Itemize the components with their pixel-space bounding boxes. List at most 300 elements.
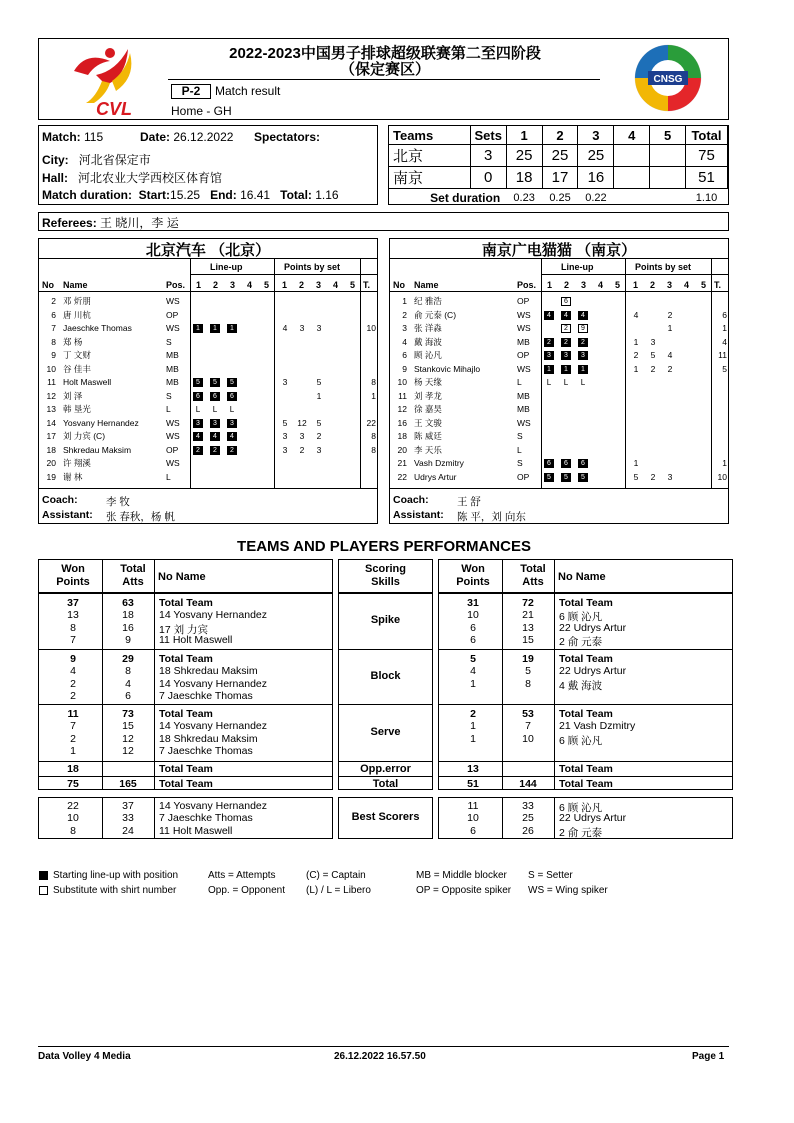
duration-line [42,188,339,202]
player-name: 刘 泽 [63,390,83,401]
perf-row-rule [338,649,433,650]
best-scorers-label: Best Scorers [351,811,420,823]
player-set-points [646,444,660,457]
player-entry: Total Team [159,653,213,665]
player-entry: 18 Shkredau Maksim [159,732,258,745]
perf-row-rule [438,761,733,762]
player-set-points [346,336,360,349]
perf-row-rule [338,776,433,777]
lineup-set-header: 5 [615,280,621,290]
lineup-start-square: 3 [193,419,203,428]
player-total-points [711,376,727,389]
player-set-points [663,336,677,349]
player-lineup [544,363,595,376]
player-set-points: 3 [316,444,322,455]
player-entry: 2 俞 元泰 [559,826,603,839]
player-set-points [346,309,360,322]
player-total-points [360,349,376,362]
atts-value: 7 [525,720,531,733]
lineup-sub-square: 9 [578,324,588,333]
player-entry: 22 Udrys Artur [559,621,627,634]
player-number: 11 [398,390,407,401]
player-set-points [680,444,694,457]
atts-value: 37 [122,800,134,812]
player-set-points [680,430,694,443]
lineup-start-square: 4 [561,311,571,320]
player-entry: 11 Holt Maswell [159,634,233,647]
won-value: 11 [67,708,79,720]
player-name: Holt Maswell [63,377,112,387]
player-total-points: 10 [717,471,727,482]
match-number: 115 [84,130,104,144]
title-underline [168,79,600,80]
player-entry: Total Team [559,653,613,665]
player-set-points [697,417,711,430]
player-set-points [278,403,292,416]
player-set-points [346,295,360,308]
player-set-points [295,363,309,376]
player-set-points: 1 [667,323,673,333]
atts-header: Total [120,563,146,575]
player-set-points [329,295,343,308]
player-position: S [166,390,172,401]
lineup-libero: L [546,378,552,387]
city-value: 河北省保定市 [78,153,151,167]
player-number: 2 [402,309,407,320]
lineup-set-header: 3 [581,280,587,290]
atts-value: 33 [522,800,534,812]
won-value: 10 [467,609,479,622]
perf-row-rule [338,761,433,762]
roster-col-rule [190,258,191,488]
player-set-points [646,430,660,443]
player-total-points [360,336,376,349]
player-set-points [312,309,326,322]
player-set-points [329,363,343,376]
player-total-points: 11 [718,350,727,360]
lineup-start-square: 3 [210,419,220,428]
won-header: Won [461,563,485,575]
won-value: 6 [470,824,476,837]
player-name: 唐 川杭 [63,309,91,320]
player-position: WS [517,417,531,428]
player-set-points [680,390,694,403]
city-line [42,151,151,168]
player-name: 纪 雅浩 [414,296,442,306]
referees-line [42,214,179,231]
lineup-start-square: 1 [561,365,571,374]
player-total-points [711,295,727,308]
player-set-points [329,309,343,322]
footer-right: Page 1 [692,1051,725,1062]
match-line [42,130,103,144]
coach-name: 李 牧 [106,496,130,508]
player-set-points [278,363,292,376]
lineup-start-square: 2 [193,446,203,455]
name-header: Name [414,280,439,290]
player-total-points: 5 [722,363,727,374]
sets-table [388,125,728,208]
player-set-points [680,309,694,322]
player-set-points [312,349,326,362]
player-position: WS [166,458,180,468]
player-position: S [517,458,523,468]
player-number: 9 [402,363,407,374]
atts-value: 25 [522,812,534,825]
player-set-points [663,444,677,457]
player-lineup [544,322,595,335]
sets-header-cell: Sets [470,126,506,145]
perf-col-rule [102,559,103,593]
player-set-points: 3 [316,323,322,333]
assistant-label: Assistant: [42,509,93,521]
player-name: 刘 孝龙 [414,390,442,401]
date-label: Date: [140,130,171,144]
sets-cell [650,145,686,167]
player-position: WS [517,363,531,374]
cnsg-logo-text: CNSG [653,74,683,85]
roster-rule [389,488,729,489]
lineup-start-square: 1 [227,324,237,333]
player-number: 9 [51,350,56,360]
legend-item: Atts = Attempts [208,870,276,881]
player-set-points [646,457,660,470]
player-set-points [663,457,677,470]
no-header: No [42,280,54,290]
player-number: 12 [397,404,407,414]
player-lineup [544,471,595,484]
total-header: T. [363,280,371,290]
atts-value: 21 [522,609,534,622]
player-total-points: 6 [722,309,727,320]
lineup-start-square: 5 [193,378,203,387]
player-set-points [680,471,694,484]
player-entry: 14 Yosvany Hernandez [159,720,267,733]
total-label: Total [372,778,399,790]
player-entry: 11 Holt Maswell [159,824,233,837]
lineup-start-square: 2 [561,338,571,347]
lineup-start-square: 6 [210,392,220,401]
player-set-points: 4 [282,323,288,333]
player-number: 13 [46,404,56,414]
legend-item: Opp. = Opponent [208,885,286,896]
player-number: 20 [46,458,56,468]
player-set-points [697,471,711,484]
sets-header-cell: 3 [578,126,614,145]
player-set-points: 5 [282,417,288,428]
player-entry: 14 Yosvany Hernandez [159,609,267,622]
player-set-points [295,457,309,470]
player-entry: 4 戴 海波 [559,679,603,692]
player-lineup [544,336,595,349]
lineup-libero: L [195,405,201,414]
points-set-header: 2 [650,280,656,290]
skills-header: Skills [371,576,400,588]
end-label: End: [210,188,237,202]
skill-label: Serve [370,725,401,738]
player-set-points [646,403,660,416]
lineup-set-header: 1 [547,280,553,290]
player-total-points: 8 [371,377,376,387]
skill-label: Block [370,669,401,682]
player-lineup [193,376,244,389]
player-set-points [646,417,660,430]
player-set-points [346,390,360,403]
player-set-points [680,403,694,416]
player-set-points [329,444,343,457]
points-set-header: 5 [350,280,356,290]
player-set-points: 2 [667,309,673,320]
player-set-points [629,444,643,457]
lineup-start-square: 5 [544,473,554,482]
lineup-start-square: 3 [561,351,571,360]
player-entry: 2 俞 元泰 [559,636,603,649]
perf-row-rule [338,704,433,705]
referees-label: Referees: [42,216,97,230]
won-header: Points [56,576,90,588]
player-total-points [711,403,727,416]
player-number: 2 [51,296,56,306]
player-number: 22 [397,471,407,482]
total-header: T. [714,280,722,290]
player-total-points [360,403,376,416]
won-value: 2 [70,732,76,745]
player-set-points: 2 [650,363,656,374]
footer-left: Data Volley 4 Media [38,1051,131,1062]
coach-label: Coach: [42,494,78,506]
atts-value: 53 [522,708,534,720]
player-name: Jaeschke Thomas [63,323,132,333]
points-set-header: 3 [667,280,673,290]
legend-item: WS = Wing spiker [528,885,608,896]
player-lineup [193,390,244,403]
player-name: 李 天乐 [414,444,442,455]
lineup-start-square: 4 [578,311,588,320]
player-set-points: 3 [299,323,305,333]
player-set-points [346,417,360,430]
perf-row-rule [438,649,733,650]
player-lineup [193,430,244,443]
player-number: 16 [397,417,407,428]
player-set-points [697,403,711,416]
lineup-start-square: 4 [210,432,220,441]
player-set-points [346,471,360,484]
points-set-header: 1 [633,280,639,290]
player-number: 17 [46,431,56,441]
player-name: Udrys Artur [414,471,457,482]
sets-cell: 75 [685,145,727,167]
player-set-points [697,295,711,308]
atts-value: 5 [525,665,531,678]
player-set-points: 3 [282,377,288,387]
set-duration-value [650,189,686,208]
player-position: L [166,471,171,482]
player-set-points [680,322,694,335]
player-number: 1 [402,296,407,306]
won-value: 4 [470,665,476,678]
pos-header: Pos. [517,280,537,290]
sets-cell: 0 [470,167,506,189]
points-header: Points by set [635,262,692,272]
lineup-start-square: 6 [578,459,588,468]
atts-value: 18 [122,609,134,622]
player-set-points [680,363,694,376]
player-entry: Total Team [159,778,213,790]
won-value: 4 [70,665,76,678]
roster-rule [541,274,729,275]
atts-value: 10 [522,732,534,745]
player-set-points: 1 [316,390,322,401]
atts-value: 72 [522,597,534,609]
atts-value: 16 [122,621,134,634]
player-set-points [697,336,711,349]
doc-type: Match result [215,84,281,98]
perf-col-rule [554,559,555,593]
player-set-points [680,376,694,389]
player-set-points [663,403,677,416]
set-duration-value [614,189,650,208]
player-set-points [329,349,343,362]
lineup-start-square: 6 [227,392,237,401]
perf-col-rule [154,797,155,839]
player-lineup [193,417,244,430]
atts-value: 144 [519,778,537,790]
player-entry: 7 Jaeschke Thomas [159,745,253,758]
player-set-points: 3 [282,444,288,455]
player-position: WS [517,309,531,320]
player-lineup [193,444,244,457]
player-number: 10 [46,363,56,374]
player-entry: 21 Vash Dzmitry [559,720,636,733]
sets-cell [650,167,686,189]
won-value: 13 [467,763,479,775]
player-total-points [711,430,727,443]
won-value: 37 [67,597,79,609]
player-name: Yosvany Hernandez [63,417,139,428]
player-set-points [312,403,326,416]
city-label: City: [42,153,69,167]
atts-value: 15 [522,634,534,647]
sets-cell: 25 [506,145,542,167]
player-position: OP [166,309,179,320]
assistant-name: 陈 平，刘 向东 [457,511,526,523]
player-set-points [629,322,643,335]
player-set-points: 5 [316,377,322,387]
start-value: 15.25 [170,188,201,202]
legend-item: Starting line-up with position [53,870,179,881]
player-position: MB [517,390,530,401]
player-total-points [360,295,376,308]
player-position: OP [517,471,530,482]
won-value: 10 [467,812,479,825]
player-set-points [329,417,343,430]
player-set-points [663,376,677,389]
roster-rule [389,258,729,259]
noname-header: No Name [158,571,206,583]
player-set-points: 3 [282,431,288,441]
player-position: OP [517,350,530,360]
won-value: 7 [70,634,76,647]
player-entry: 18 Shkredau Maksim [159,665,258,678]
player-entry: Total Team [559,708,613,720]
player-name: 谷 佳丰 [63,363,91,374]
cnsg-logo [630,44,706,112]
player-lineup [544,349,595,362]
atts-value: 13 [522,621,534,634]
perf-row-rule [38,704,333,705]
player-set-points [295,403,309,416]
player-set-points [312,363,326,376]
lineup-start-square: 5 [561,473,571,482]
player-set-points [329,471,343,484]
player-set-points [278,457,292,470]
player-set-points [346,403,360,416]
won-value: 1 [70,745,76,758]
player-set-points [312,295,326,308]
atts-value: 165 [119,778,137,790]
perf-col-rule [154,559,155,593]
player-total-points: 8 [371,431,376,441]
player-set-points [629,430,643,443]
player-total-points: 1 [722,458,727,468]
player-set-points: 1 [633,363,639,374]
lineup-set-header: 2 [213,280,219,290]
player-name: Vash Dzmitry [414,458,464,468]
atts-value: 12 [122,745,134,758]
player-number: 18 [397,431,407,441]
player-set-points [312,336,326,349]
won-value: 22 [67,800,79,812]
player-position: OP [517,296,530,306]
footer-rule [38,1046,729,1047]
report-code: P-2 [171,84,211,99]
player-set-points [646,390,660,403]
legend-item: S = Setter [528,870,573,881]
spectators-line [254,130,320,144]
sets-header-cell: 2 [542,126,578,145]
player-position: WS [166,296,180,306]
lineup-start-square: 4 [193,432,203,441]
player-set-points [629,376,643,389]
won-value: 10 [67,812,79,825]
lineup-set-header: 4 [247,280,253,290]
player-number: 21 [397,458,407,468]
player-entry: Total Team [159,708,213,720]
player-entry: 7 Jaeschke Thomas [159,690,253,703]
pos-header: Pos. [166,280,186,290]
player-entry: 14 Yosvany Hernandez [159,800,267,812]
player-total-points [711,417,727,430]
player-name: 俞 元泰 (C) [414,309,457,320]
player-position: WS [517,323,531,333]
player-set-points [697,376,711,389]
player-total-points [360,363,376,376]
player-number: 11 [47,377,56,387]
player-total-points [360,309,376,322]
player-number: 8 [51,336,56,347]
player-entry: 6 顾 沁凡 [559,734,603,747]
won-value: 31 [467,597,479,609]
player-lineup [193,322,244,335]
atts-value: 8 [125,665,131,678]
points-set-header: 4 [684,280,690,290]
player-set-points [663,430,677,443]
player-set-points [278,309,292,322]
won-value: 5 [470,653,476,665]
assistant-label: Assistant: [393,509,444,521]
player-entry: Total Team [559,763,613,775]
opp-error-label: Opp.error [360,763,411,775]
